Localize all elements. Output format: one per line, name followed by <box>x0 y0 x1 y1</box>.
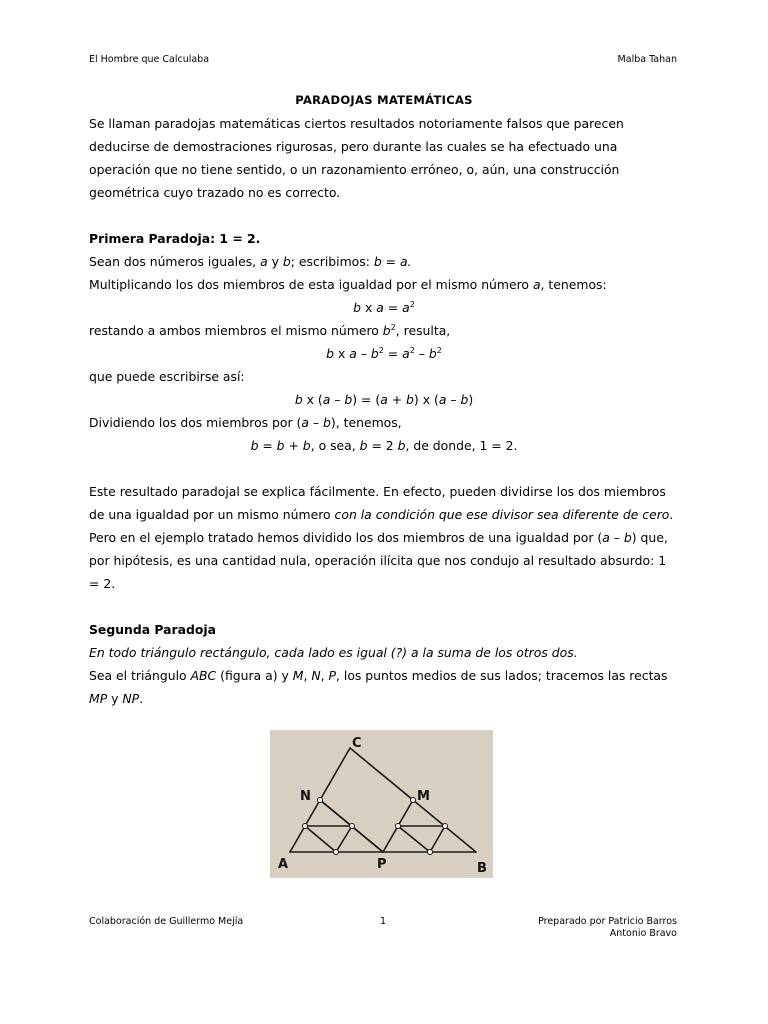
second-paradox-heading: Segunda Paradoja <box>89 622 216 637</box>
label-n: N <box>300 789 311 804</box>
point-m-dot <box>411 798 416 803</box>
footer-credits <box>538 916 677 940</box>
document-body <box>89 89 679 710</box>
midpoint-dot <box>443 824 448 829</box>
point-n-dot <box>318 798 323 803</box>
first-paradox-line-3: restando a ambos miembros el mismo número $b^2$, resulta, <box>89 322 451 338</box>
footer-page-number: 1 <box>380 916 387 927</box>
equation-4: b = b + b, o sea, b = 2 b, de donde, 1 = 2. <box>250 438 518 453</box>
header-book-title: El Hombre que Calculaba <box>89 54 210 65</box>
triangle-diagram <box>270 730 493 878</box>
label-c: C <box>352 736 362 751</box>
first-paradox-line-5: Dividiendo los dos miembros por (a – b), tenemos, <box>89 415 402 430</box>
midpoint-dot <box>334 850 339 855</box>
label-m: M <box>417 789 430 804</box>
midpoint-dot <box>428 850 433 855</box>
zigzag-1 <box>305 826 336 852</box>
equation-3: b x (a – b) = (a + b) x (a – b) <box>294 392 474 407</box>
triangle-figure <box>270 730 493 878</box>
first-paradox-line-2: Multiplicando los dos miembros de esta igualdad por el mismo número a, tenemos: <box>89 277 607 292</box>
zigzag-5 <box>430 826 445 852</box>
footer-collaboration: Colaboración de Guillermo Mejía <box>89 916 244 927</box>
first-paradox-line-4: que puede escribirse así: <box>89 369 245 384</box>
header-author: Malba Tahan <box>617 54 677 65</box>
intro-paragraph: Se llaman paradojas matemáticas ciertos resultados notoriamente falsos que parecen deducirse de demostraciones rigurosas, pero durante las cuales se ha efectuado una operación que no tiene sentido, o un razonamiento erróneo, o, aún, una construcción geométrica cuyo trazado no es correcto. <box>89 116 624 200</box>
label-a: A <box>278 857 289 872</box>
zigzag-4 <box>398 826 430 852</box>
equation-1: b x $a = a^2$ <box>353 299 415 315</box>
page-title: PARADOJAS MATEMÁTICAS <box>295 93 473 107</box>
equation-2: b x $a - b^2 = a^2 - b^2$ <box>326 345 442 361</box>
first-paradox-heading: Primera Paradoja: 1 = 2. <box>89 231 261 246</box>
label-p: P <box>377 857 387 872</box>
midpoint-dot <box>303 824 308 829</box>
second-paradox-statement: En todo triángulo rectángulo, cada lado es igual (?) a la suma de los otros dos. <box>89 645 578 660</box>
footer-credit-1: Preparado por Patricio Barros <box>538 916 677 927</box>
label-b: B <box>477 861 487 876</box>
midpoint-dot <box>396 824 401 829</box>
zigzag-2 <box>336 826 352 852</box>
first-paradox-explanation: Este resultado paradojal se explica fácilmente. En efecto, pueden dividirse los dos miembros de una igualdad por un mismo número con la condición que ese divisor sea diferente de cero. Pero en el ejemplo tratado hemos dividido los dos miembros de una igualdad por (a – b) que, por hipótesis, es una cantidad nula, operación ilícita que nos condujo al resultado absurdo: 1 = 2. <box>89 484 674 591</box>
first-paradox-line-1: Sean dos números iguales, a y b; escribimos: b = a. <box>89 254 412 269</box>
midpoint-dot <box>350 824 355 829</box>
second-paradox-line-1: Sea el triángulo ABC (figura a) y M, N, P, los puntos medios de sus lados; tracemos las rectas MP y NP. <box>89 668 668 706</box>
footer-credit-2: Antonio Bravo <box>609 928 677 939</box>
